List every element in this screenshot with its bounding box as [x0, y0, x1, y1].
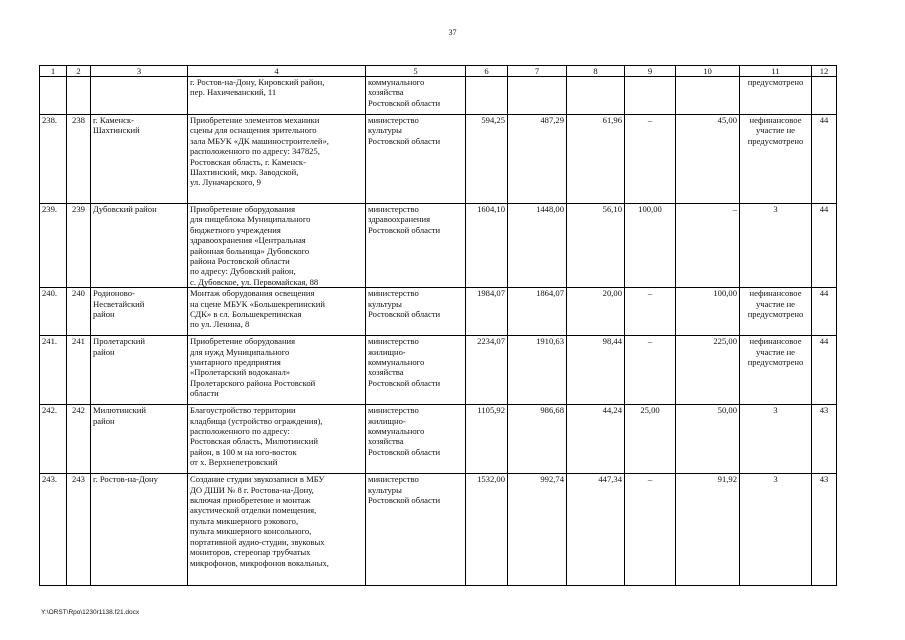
- table-cell-col6: 594,25: [466, 115, 508, 204]
- table-cell-col5: коммунального хозяйства Ростовской области: [366, 77, 466, 115]
- table-cell-col8: 61,96: [567, 115, 625, 204]
- table-cell-col10: 100,00: [676, 288, 740, 336]
- table-cell-col2: 238: [67, 115, 91, 204]
- table-cell-col7: 1910,63: [508, 336, 567, 405]
- table-cell-col7: 986,68: [508, 405, 567, 474]
- table-cell-col5: министерство культуры Ростовской области: [366, 474, 466, 586]
- table-cell-col5: министерство культуры Ростовской области: [366, 288, 466, 336]
- table-cell-col10: 225,00: [676, 336, 740, 405]
- table-cell-col1: 239.: [40, 204, 67, 288]
- table-cell-col9: 25,00: [625, 405, 676, 474]
- table-cell-col2: 242: [67, 405, 91, 474]
- table-cell-col1: 240.: [40, 288, 67, 336]
- table-cell-col4: Монтаж оборудования освещения на сцене МБУК «Большекрепинский СДК» в сл. Большекрепинская по ул. Ленина, 8: [188, 288, 366, 336]
- table-cell-col12: 44: [812, 288, 837, 336]
- table-cell-col2: 239: [67, 204, 91, 288]
- table-cell-col10: –: [676, 204, 740, 288]
- header-cell: 2: [67, 66, 91, 77]
- table-cell-col1: [40, 77, 67, 115]
- table-cell-col10: 50,00: [676, 405, 740, 474]
- table-cell-col6: 1604,10: [466, 204, 508, 288]
- table-cell-col7: 992,74: [508, 474, 567, 586]
- table-cell-col9: [625, 77, 676, 115]
- table-cell-col6: 2234,07: [466, 336, 508, 405]
- header-cell: 5: [366, 66, 466, 77]
- table-cell-col4: Благоустройство территории кладбища (устройство ограждения), расположенного по адресу: Ростовская область, Милютинский район, в 100 м на юго-восток от х. Верхнепетровский: [188, 405, 366, 474]
- table-cell-col5: министерство здравоохранения Ростовской области: [366, 204, 466, 288]
- table-cell-col9: 100,00: [625, 204, 676, 288]
- table-cell-col3: г. Ростов-на-Дону: [91, 474, 188, 586]
- table-cell-col5: министерство культуры Ростовской области: [366, 115, 466, 204]
- table-cell-col9: –: [625, 288, 676, 336]
- table-cell-col1: 241.: [40, 336, 67, 405]
- table-cell-col2: 241: [67, 336, 91, 405]
- table-cell-col4: г. Ростов-на-Дону, Кировский район, пер. Нахичеванский, 11: [188, 77, 366, 115]
- table-cell-col1: 243.: [40, 474, 67, 586]
- table-cell-col3: Пролетарский район: [91, 336, 188, 405]
- table-cell-col12: 43: [812, 405, 837, 474]
- table-cell-col3: Милютинский район: [91, 405, 188, 474]
- table-cell-col4: Приобретение оборудования для нужд Муниципального унитарного предприятия «Пролетарский водоканал» Пролетарского района Ростовской области: [188, 336, 366, 405]
- header-cell: 1: [40, 66, 67, 77]
- header-cell: 11: [740, 66, 812, 77]
- table-cell-col9: –: [625, 336, 676, 405]
- header-cell: 7: [508, 66, 567, 77]
- table-cell-col10: 45,00: [676, 115, 740, 204]
- table-cell-col12: [812, 77, 837, 115]
- table-cell-col6: 1984,07: [466, 288, 508, 336]
- table-cell-col8: 44,24: [567, 405, 625, 474]
- table-cell-col11: 3: [740, 405, 812, 474]
- table-cell-col7: [508, 77, 567, 115]
- table-cell-col11: нефинансовое участие не предусмотрено: [740, 288, 812, 336]
- table-cell-col10: 91,92: [676, 474, 740, 586]
- table-cell-col9: –: [625, 474, 676, 586]
- table-row: [40, 115, 837, 204]
- table-cell-col4: Приобретение элементов механики сцены для оснащения зрительного зала МБУК «ДК машиностроителей», расположенного по адресу: 347825, Ростовская область, г. Каменск- Шахтинский, мкр. Заводской, ул. Луначарского, 9: [188, 115, 366, 204]
- table-cell-col11: предусмотрено: [740, 77, 812, 115]
- table-cell-col11: 3: [740, 474, 812, 586]
- table-cell-col8: 98,44: [567, 336, 625, 405]
- table-cell-col6: 1105,92: [466, 405, 508, 474]
- table-cell-col8: 20,00: [567, 288, 625, 336]
- table-cell-col7: 1864,07: [508, 288, 567, 336]
- table-cell-col3: Дубовский район: [91, 204, 188, 288]
- table-row: [40, 336, 837, 405]
- table-row: [40, 204, 837, 288]
- table-cell-col12: 44: [812, 336, 837, 405]
- table-row: [40, 77, 837, 115]
- table-cell-col12: 44: [812, 115, 837, 204]
- table-cell-col4: Приобретение оборудования для пищеблока Муниципального бюджетного учреждения здравоохранения «Центральная районная больница» Дубовского района Ростовской области по адресу: Дубовский район, с. Дубовское, ул. Первомайская, 88: [188, 204, 366, 288]
- table-cell-col2: 240: [67, 288, 91, 336]
- header-cell: 3: [91, 66, 188, 77]
- header-cell: 8: [567, 66, 625, 77]
- table-cell-col3: Родионово- Несветайский район: [91, 288, 188, 336]
- document-table: [39, 65, 837, 586]
- table-cell-col9: –: [625, 115, 676, 204]
- table-row: [40, 474, 837, 586]
- table-cell-col4: Создание студии звукозаписи в МБУ ДО ДШИ № 8 г. Ростова-на-Дону, включая приобретение и монтаж акустической отделки помещения, пульта микшерного рэкового, пульта микшерного консольного, портативной аудио-студии, звуковых мониторов, стереопар трубчатых микрофонов, микрофонов вокальных,: [188, 474, 366, 586]
- table-cell-col6: [466, 77, 508, 115]
- page-number: 37: [448, 28, 457, 37]
- header-cell: 10: [676, 66, 740, 77]
- table-cell-col8: 56,10: [567, 204, 625, 288]
- table-cell-col3: г. Каменск- Шахтинский: [91, 115, 188, 204]
- table-cell-col11: нефинансовое участие не предусмотрено: [740, 336, 812, 405]
- header-cell: 12: [812, 66, 837, 77]
- header-row: [40, 66, 837, 77]
- header-cell: 9: [625, 66, 676, 77]
- table-cell-col2: [67, 77, 91, 115]
- table-cell-col2: 243: [67, 474, 91, 586]
- table-cell-col11: нефинансовое участие не предусмотрено: [740, 115, 812, 204]
- file-path-footer: Y:\ORST\Rpo\1230r1138.f21.docx: [41, 609, 140, 616]
- table-cell-col8: [567, 77, 625, 115]
- header-cell: 4: [188, 66, 366, 77]
- table-cell-col10: [676, 77, 740, 115]
- table-cell-col6: 1532,00: [466, 474, 508, 586]
- table-cell-col1: 238.: [40, 115, 67, 204]
- table-cell-col7: 487,29: [508, 115, 567, 204]
- table-cell-col5: министерство жилищно- коммунального хозяйства Ростовской области: [366, 336, 466, 405]
- header-cell: 6: [466, 66, 508, 77]
- table-cell-col8: 447,34: [567, 474, 625, 586]
- table-cell-col5: министерство жилищно- коммунального хозяйства Ростовской области: [366, 405, 466, 474]
- table-cell-col11: 3: [740, 204, 812, 288]
- table-row: [40, 405, 837, 474]
- table-cell-col12: 44: [812, 204, 837, 288]
- table-cell-col1: 242.: [40, 405, 67, 474]
- table-row: [40, 288, 837, 336]
- table-cell-col7: 1448,00: [508, 204, 567, 288]
- table-cell-col12: 43: [812, 474, 837, 586]
- table-cell-col3: [91, 77, 188, 115]
